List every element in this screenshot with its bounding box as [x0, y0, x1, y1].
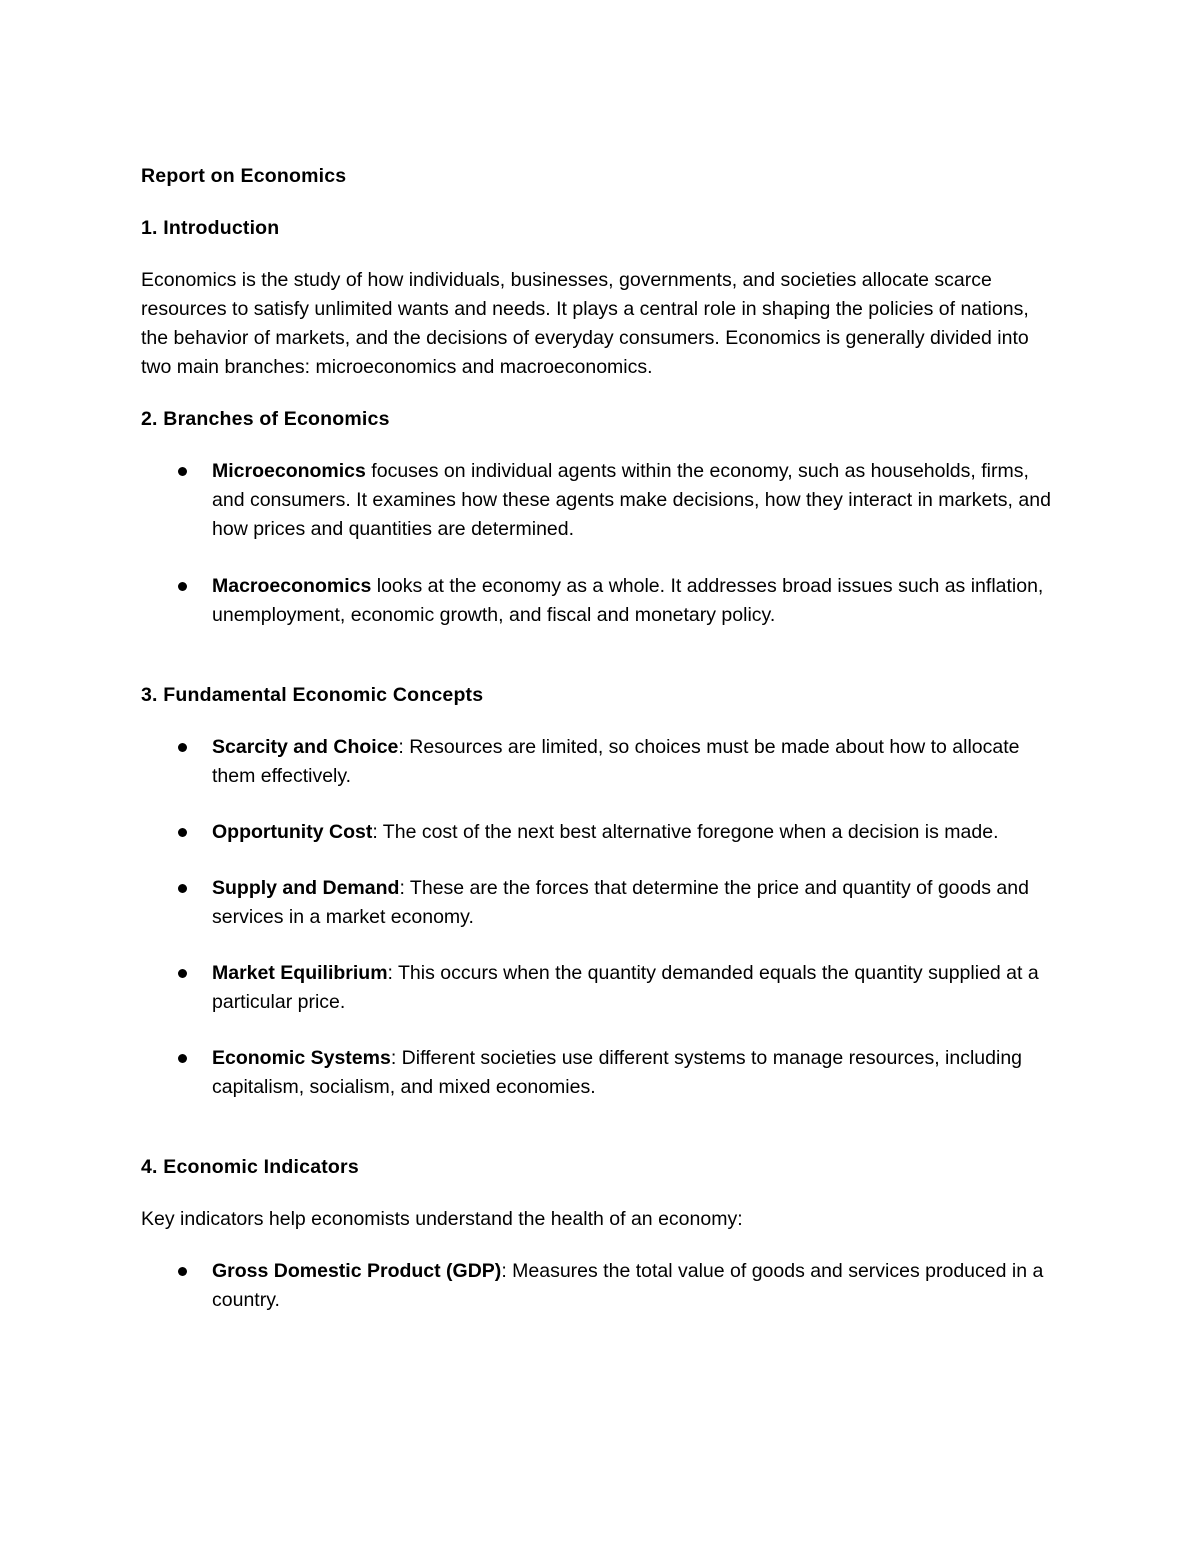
section-heading-concepts: 3. Fundamental Economic Concepts: [141, 684, 484, 706]
bullet-icon: [178, 828, 187, 837]
section-heading-branches: 2. Branches of Economics: [141, 408, 390, 430]
bullet-icon: [178, 467, 187, 476]
list-item-text: : Different societies use different systems to manage resources, including capitalism, socialism, and mixed economies.: [212, 1047, 1023, 1098]
list-item-term: Opportunity Cost: [212, 821, 373, 843]
list-item-text: : These are the forces that determine the price and quantity of goods and services in a market economy.: [212, 877, 1029, 928]
bullet-icon: [178, 884, 187, 893]
list-item-text: : Resources are limited, so choices must be made about how to allocate them effectively.: [212, 736, 1020, 787]
section-heading-indicators: 4. Economic Indicators: [141, 1156, 359, 1178]
list-item-text: : The cost of the next best alternative foregone when a decision is made.: [372, 821, 999, 843]
section-heading-introduction: 1. Introduction: [141, 217, 280, 239]
list-item-text: focuses on individual agents within the economy, such as households, firms, and consumers. It examines how these agents make decisions, how they interact in markets, and how prices and quantities are determined.: [212, 460, 1051, 540]
list-item-term: Economic Systems: [212, 1047, 391, 1069]
list-item: [141, 733, 1061, 791]
list-item: [141, 457, 1061, 544]
document-page: [141, 162, 1061, 1315]
bullet-icon: [178, 969, 187, 978]
bullet-icon: [178, 582, 187, 591]
list-item: [141, 1257, 1061, 1315]
list-item: [141, 874, 1061, 932]
list-item-term: Supply and Demand: [212, 877, 400, 899]
indicators-intro-paragraph: Key indicators help economists understand the health of an economy:: [141, 1208, 743, 1230]
concepts-list: [141, 733, 1061, 1102]
branches-list: [141, 457, 1061, 630]
bullet-icon: [178, 743, 187, 752]
list-item-text: : Measures the total value of goods and services produced in a country.: [212, 1260, 1044, 1311]
introduction-paragraph: Economics is the study of how individuals, businesses, governments, and societies allocate scarce resources to satisfy unlimited wants and needs. It plays a central role in shaping the policies of nations, the behavior of markets, and the decisions of everyday consumers. Economics is generally divided into two main branches: microeconomics and macroeconomics.: [141, 269, 1029, 378]
list-item-text: : This occurs when the quantity demanded equals the quantity supplied at a particular price.: [212, 962, 1039, 1013]
list-item-term: Scarcity and Choice: [212, 736, 399, 758]
list-item-term: Microeconomics: [212, 460, 366, 482]
bullet-icon: [178, 1267, 187, 1276]
list-item-text: looks at the economy as a whole. It addresses broad issues such as inflation, unemployment, economic growth, and fiscal and monetary policy.: [212, 575, 1044, 626]
list-item: [141, 959, 1061, 1017]
list-item-term: Macroeconomics: [212, 575, 372, 597]
list-item: [141, 1044, 1061, 1102]
document-title: Report on Economics: [141, 165, 347, 187]
indicators-list: [141, 1257, 1061, 1315]
list-item-term: Market Equilibrium: [212, 962, 388, 984]
list-item-term: Gross Domestic Product (GDP): [212, 1260, 502, 1282]
list-item: [141, 818, 1061, 847]
list-item: [141, 572, 1061, 630]
bullet-icon: [178, 1054, 187, 1063]
